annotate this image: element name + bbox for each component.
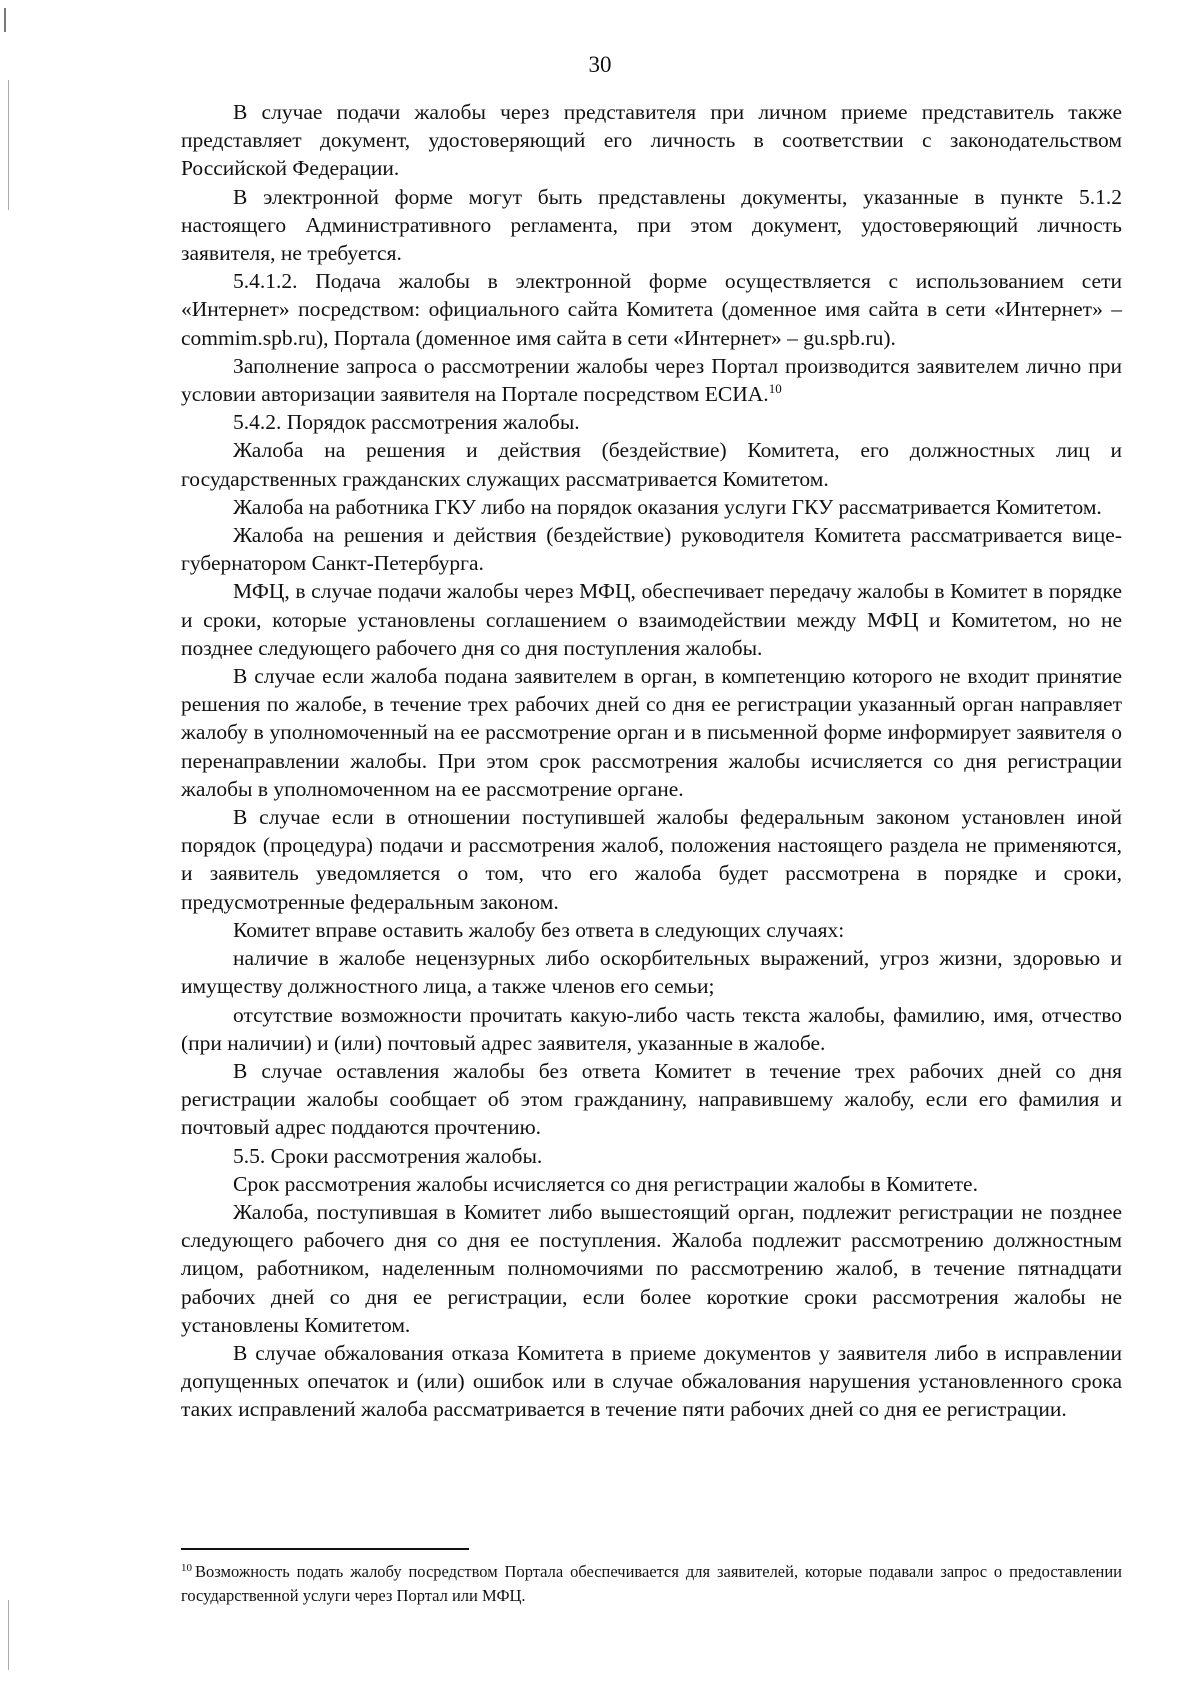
paragraph: В электронной форме могут быть представлены документы, указанные в пункте 5.1.2 настоящего Административного регламента, при этом документ, удостоверяющий личность заявителя, не требуется. bbox=[181, 184, 1122, 266]
page-number: 30 bbox=[588, 52, 612, 77]
section-heading-5-5: 5.5. Сроки рассмотрения жалобы. bbox=[233, 1143, 543, 1168]
paragraph: Комитет вправе оставить жалобу без ответа в следующих случаях: bbox=[233, 917, 845, 942]
list-item: наличие в жалобе нецензурных либо оскорбительных выражений, угроз жизни, здоровью и имуществу должностного лица, а также членов его семьи; bbox=[181, 946, 1122, 999]
scan-margin-mark bbox=[8, 80, 9, 210]
footnote-text: Возможность подать жалобу посредством Портала обеспечивается для заявителей, которые подавали запрос о предоставлении государственной услуги через Портал или МФЦ. bbox=[181, 1562, 1122, 1605]
paragraph: Жалоба на решения и действия (бездействие) Комитета, его должностных лиц и государственных гражданских служащих рассматривается Комитетом. bbox=[181, 438, 1122, 491]
scan-margin-mark bbox=[4, 8, 6, 32]
paragraph: В случае если жалоба подана заявителем в орган, в компетенцию которого не входит принятие решения по жалобе, в течение трех рабочих дней со дня ее регистрации указанный орган направляет жалобу в уполномоченный на ее рассмотрение орган и в письменной форме информирует заявителя о перенаправлении жалобы. При этом срок рассмотрения жалобы исчисляется со дня регистрации жалобы в уполномоченном на ее рассмотрение органе. bbox=[181, 664, 1122, 801]
paragraph-text: Заполнение запроса о рассмотрении жалобы через Портал производится заявителем лично при условии авторизации заявителя на Портале посредством ЕСИА. bbox=[181, 353, 1122, 407]
footnote-divider bbox=[181, 1548, 469, 1550]
section-heading-5-4-2: 5.4.2. Порядок рассмотрения жалобы. bbox=[233, 410, 580, 435]
paragraph: В случае подачи жалобы через представителя при личном приеме представитель также представляет документ, удостоверяющий его личность в соответствии с законодательством Российской Федерации. bbox=[181, 100, 1122, 181]
paragraph: Срок рассмотрения жалобы исчисляется со дня регистрации жалобы в Комитете. bbox=[233, 1171, 978, 1196]
paragraph: В случае оставления жалобы без ответа Комитет в течение трех рабочих дней со дня регистрации жалобы сообщает об этом гражданину, направившему жалобу, если его фамилия и почтовый адрес поддаются прочтению. bbox=[181, 1058, 1122, 1140]
document-body bbox=[181, 98, 1122, 1424]
paragraph: В случае если в отношении поступившей жалобы федеральным законом установлен иной порядок (процедура) подачи и рассмотрения жалоб, положения настоящего раздела не применяются, и заявитель уведомляется о том, что его жалоба будет рассмотрена в порядке и сроки, предусмотренные федеральным законом. bbox=[181, 805, 1122, 914]
footnote-mark: 10 bbox=[181, 1561, 192, 1574]
paragraph: 5.4.1.2. Подача жалобы в электронной форме осуществляется с использованием сети «Интернет» посредством: официального сайта Комитета (доменное имя сайта в сети «Интернет» – commim.spb.ru), Портала (доменное имя сайта в сети «Интернет» – gu.spb.ru). bbox=[181, 269, 1122, 350]
footnote bbox=[181, 1560, 1122, 1608]
paragraph: Жалоба на решения и действия (бездействие) руководителя Комитета рассматривается вице-губернатором Санкт-Петербурга. bbox=[181, 523, 1122, 576]
footnote-reference: 10 bbox=[768, 380, 782, 396]
paragraph: Жалоба, поступившая в Комитет либо вышестоящий орган, подлежит регистрации не позднее следующего рабочего дня со дня ее поступления. Жалоба подлежит рассмотрению должностным лицом, работником, наделенным полномочиями по рассмотрению жалоб, в течение пятнадцати рабочих дней со дня ее регистрации, если более короткие сроки рассмотрения жалобы не установлены Комитетом. bbox=[181, 1199, 1122, 1337]
paragraph: МФЦ, в случае подачи жалобы через МФЦ, обеспечивает передачу жалобы в Комитет в порядке и сроки, которые установлены соглашением о взаимодействии между МФЦ и Комитетом, но не позднее следующего рабочего дня со дня поступления жалобы. bbox=[181, 579, 1122, 660]
list-item: отсутствие возможности прочитать какую-либо часть текста жалобы, фамилию, имя, отчество (при наличии) и (или) почтовый адрес заявителя, указанные в жалобе. bbox=[181, 1002, 1122, 1055]
paragraph: Жалоба на работника ГКУ либо на порядок оказания услуги ГКУ рассматривается Комитетом. bbox=[233, 494, 1102, 519]
paragraph: В случае обжалования отказа Комитета в приеме документов у заявителя либо в исправлении допущенных опечаток и (или) ошибок или в случае обжалования нарушения установленного срока таких исправлений жалоба рассматривается в течение пяти рабочих дней со дня ее регистрации. bbox=[181, 1340, 1122, 1422]
paragraph-with-footnote bbox=[181, 352, 1122, 408]
scan-margin-mark bbox=[8, 1600, 9, 1670]
